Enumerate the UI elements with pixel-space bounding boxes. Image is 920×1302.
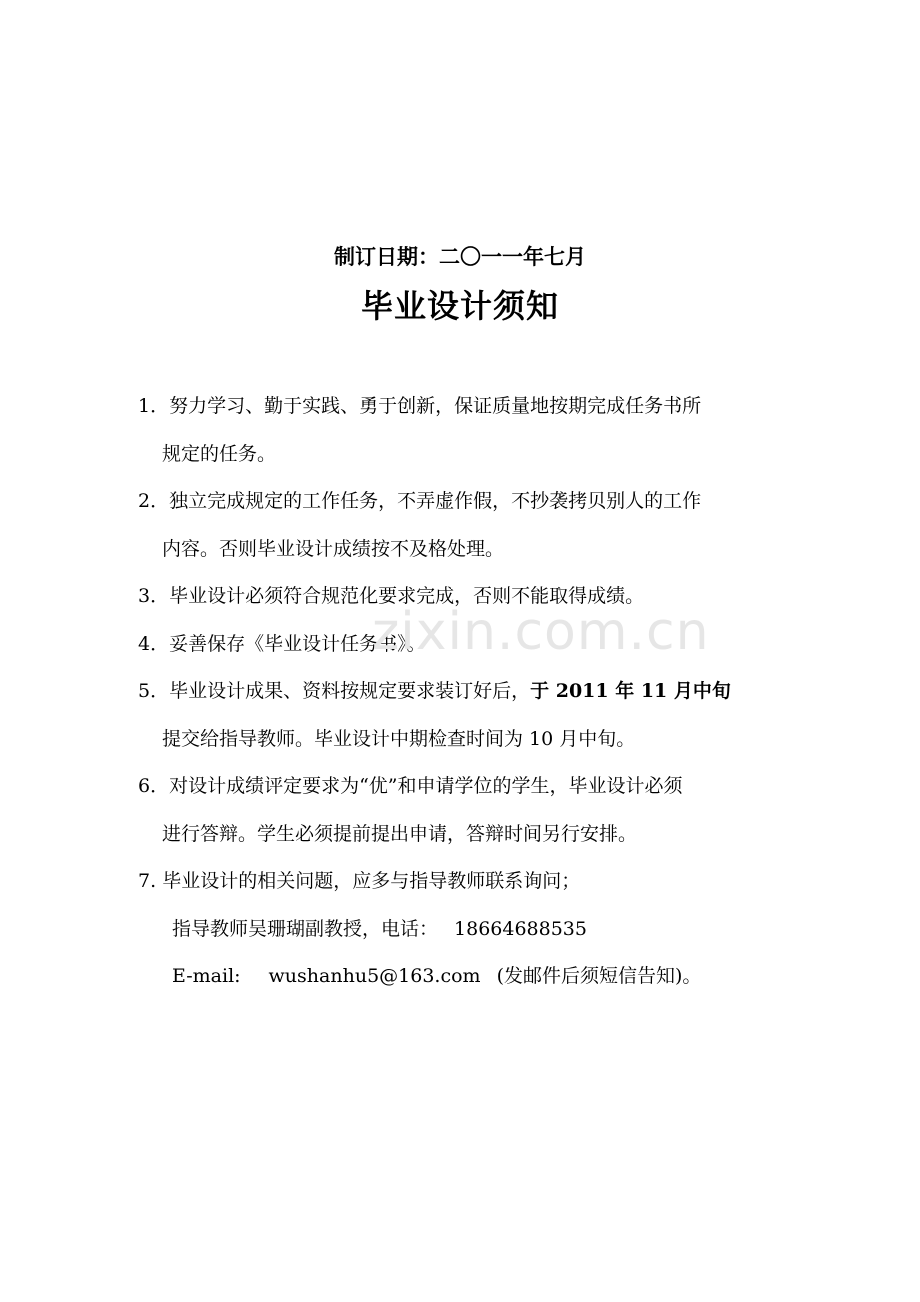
notice-item-5 [138,668,788,763]
item-number: 4． [138,632,170,655]
email-label: E-mail: [172,965,241,987]
item-text-line2: 提交给指导教师。毕业设计中期检查时间为 10 月中旬。 [162,727,636,750]
item-text-line2: 进行答辩。学生必须提前提出申请，答辩时间另行安排。 [162,822,638,845]
item-number: 6． [138,775,170,797]
item-number: 7. [138,870,157,892]
notice-item-4 [138,621,788,669]
notice-body [138,383,788,1001]
notice-item-2 [138,478,788,573]
email-note: (发邮件后须短信告知)。 [496,965,702,987]
item-text-line1: 毕业设计的相关问题，应多与指导教师联系询问； [162,870,581,892]
notice-item-3 [138,573,788,621]
item-text-line2: 规定的任务。 [162,442,277,465]
revision-date: 制订日期：二〇一一年七月 [334,245,586,269]
email-line [138,953,788,1001]
notice-item-6 [138,763,788,858]
watermark-text: zixin.com.cn [372,602,710,662]
item-text-line1: 对设计成绩评定要求为“优”和申请学位的学生，毕业设计必须 [169,775,683,797]
item-text-line1: 努力学习、勤于实践、勇于创新，保证质量地按期完成任务书所 [169,395,702,417]
item-text-line1: 毕业设计必须符合规范化要求完成，否则不能取得成绩。 [169,585,645,607]
item-text-line2: 内容。否则毕业设计成绩按不及格处理。 [162,537,505,560]
teacher-label: 指导教师吴珊瑚副教授，电话： [172,917,439,940]
item-number: 1． [138,395,170,417]
item-text-line1: 独立完成规定的工作任务，不弄虚作假，不抄袭拷贝别人的工作 [169,490,702,512]
teacher-phone: 18664688535 [454,917,587,940]
page-title: 毕业设计须知 [360,287,559,325]
item-number: 5． [138,680,170,702]
deadline-highlight: 于 2011 年 11 月中旬 [530,680,731,702]
item-number: 2． [138,490,170,512]
item-number: 3． [138,585,170,607]
item-text-line1: 妥善保存《毕业设计任务书》。 [169,632,426,655]
teacher-contact-line [138,906,788,954]
item-text-line1: 毕业设计成果、资料按规定要求装订好后， [169,680,531,702]
email-address[interactable]: wushanhu5@163.com [268,965,481,987]
notice-item-1 [138,383,788,478]
notice-item-7 [138,858,788,906]
